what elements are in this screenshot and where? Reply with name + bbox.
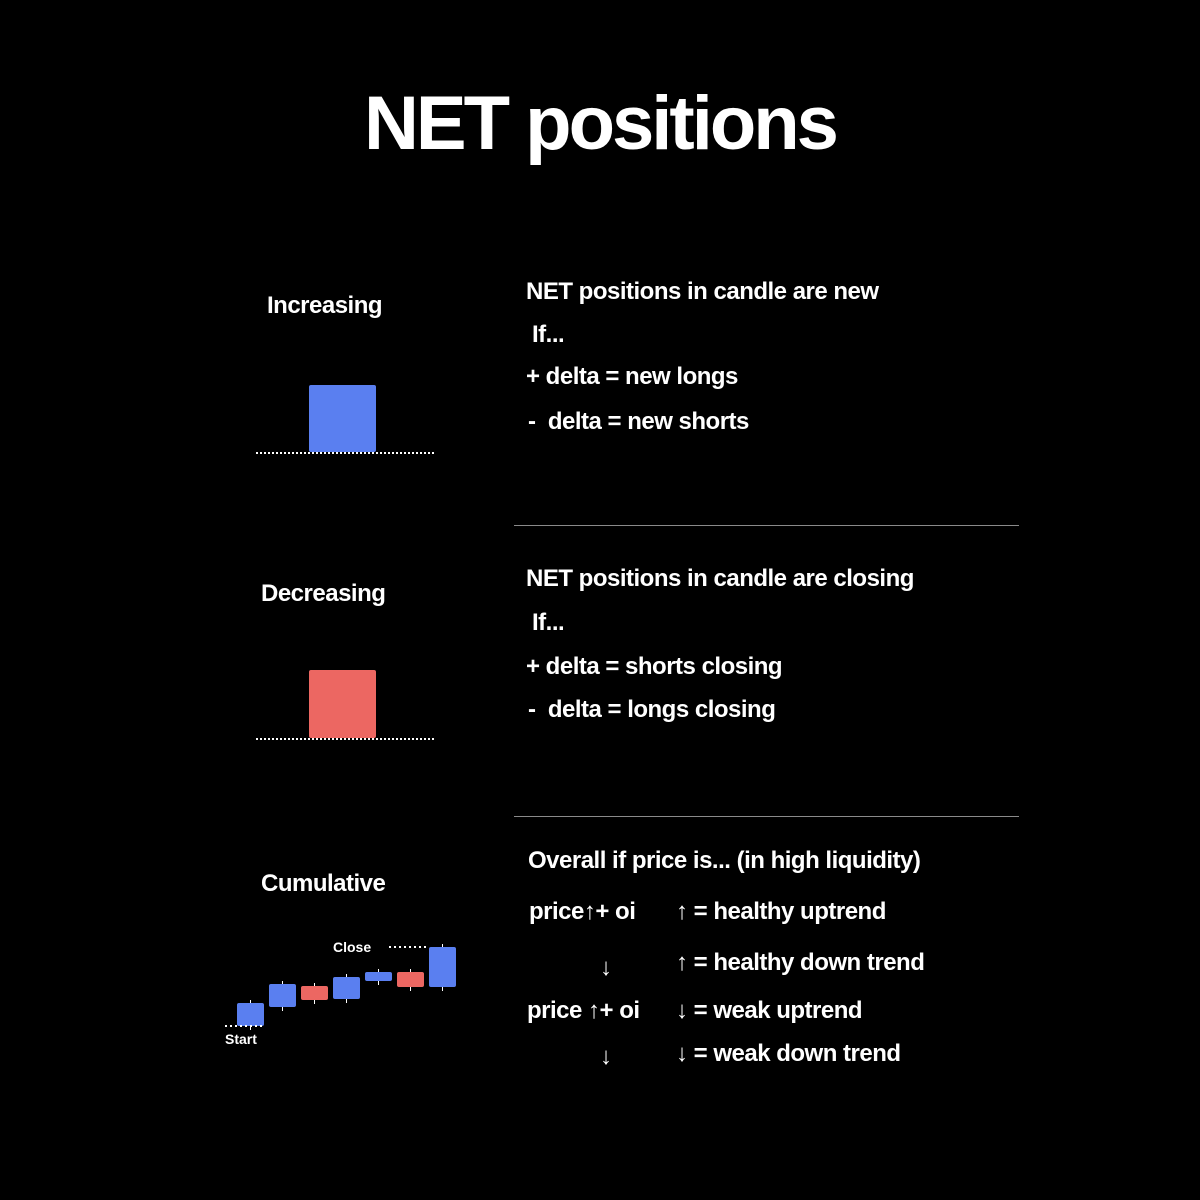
condition-left-2: ↓	[600, 954, 612, 981]
candle-2	[269, 984, 296, 1007]
candle-3	[301, 986, 328, 1000]
condition-right-1: ↑ = healthy uptrend	[676, 898, 886, 925]
candle-7	[429, 947, 456, 987]
decreasing-line-2: - delta = longs closing	[528, 696, 776, 723]
condition-left-4: ↓	[600, 1043, 612, 1070]
decreasing-label: Decreasing	[261, 580, 386, 607]
condition-left-1: price↑+ oi	[529, 898, 636, 925]
page-title: NET positions	[364, 81, 836, 166]
cumulative-label: Cumulative	[261, 870, 386, 897]
candle-6	[397, 972, 424, 987]
increasing-if: If...	[532, 321, 565, 348]
increasing-heading: NET positions in candle are new	[526, 278, 879, 305]
candle-4	[333, 977, 360, 999]
condition-right-4: ↓ = weak down trend	[676, 1040, 901, 1067]
increasing-line-1: + delta = new longs	[526, 363, 738, 390]
condition-left-3: price ↑+ oi	[527, 997, 640, 1024]
increasing-label: Increasing	[267, 292, 383, 319]
decreasing-line-1: + delta = shorts closing	[526, 653, 783, 680]
decreasing-if: If...	[532, 609, 565, 636]
candle-1	[237, 1003, 264, 1026]
condition-right-3: ↓ = weak uptrend	[676, 997, 863, 1024]
decreasing-heading: NET positions in candle are closing	[526, 565, 914, 592]
condition-right-2: ↑ = healthy down trend	[676, 949, 925, 976]
start-label: Start	[225, 1031, 257, 1047]
increasing-line-2: - delta = new shorts	[528, 408, 749, 435]
cumulative-heading: Overall if price is... (in high liquidity)	[528, 847, 921, 874]
close-label: Close	[333, 939, 372, 955]
candle-5	[365, 972, 392, 981]
